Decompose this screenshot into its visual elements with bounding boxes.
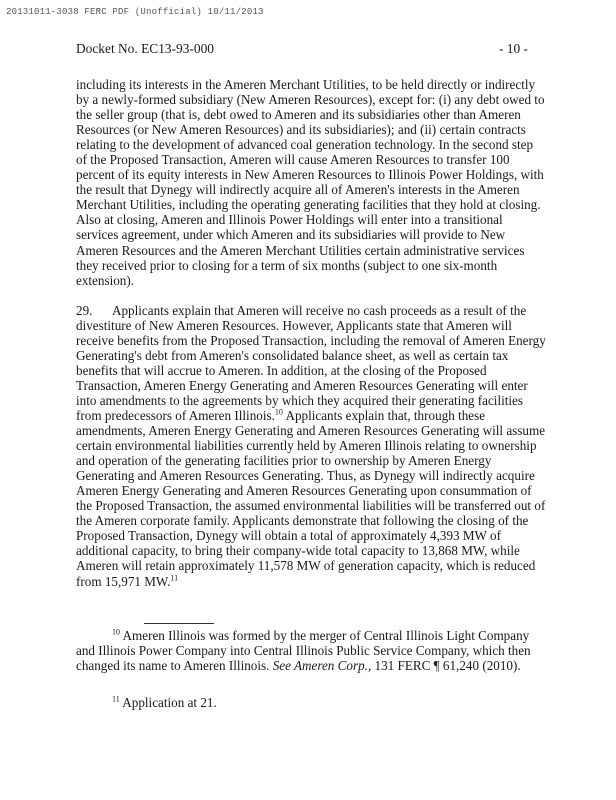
footnote-citation-italic: See Ameren Corp. <box>272 658 368 674</box>
paragraph-number: 29. <box>76 302 93 318</box>
footnote-text: Application at 21. <box>119 695 217 711</box>
paragraph-29 <box>76 303 546 589</box>
footnote-text: Ameren Illinois was formed by the merger of Central Illinois Light Company and Illinois Power Company into Central Illinois Public Service Company, which then changed its name to Ameren Illinois. <box>76 628 531 674</box>
docket-number: Docket No. EC13-93-000 <box>76 41 214 56</box>
footnote-11 <box>76 695 546 710</box>
footnote-citation: , 131 FERC ¶ 61,240 (2010). <box>367 658 521 674</box>
paragraph-text-part-a: Applicants explain that Ameren will receive no cash proceeds as a result of the divestiture of New Ameren Resources. However, Applicants state that Ameren will receive benefits from the Proposed Transaction, including the removal of Ameren Energy Generating's debt from Ameren's consolidated balance sheet, as well as certain tax benefits that will accrue to Ameren. In addition, at the closing of the Proposed Transaction, Ameren Energy Generating and Ameren Resources Generating will enter into amendments to the agreements by which they acquired their generating facilities from predecessors of Ameren Illinois. <box>76 302 546 423</box>
footnote-marker: 11 <box>112 694 120 704</box>
footnote-ref-10[interactable]: 10 <box>274 407 283 417</box>
footnote-marker: 10 <box>112 627 120 637</box>
paragraph-continued <box>76 77 546 288</box>
filing-stamp: 20131011-3038 FERC PDF (Unofficial) 10/11/2013 <box>6 7 264 17</box>
page-number: - 10 - <box>498 41 528 56</box>
footnote-ref-11[interactable]: 11 <box>170 573 179 583</box>
footnote-separator <box>144 623 214 624</box>
paragraph-text: including its interests in the Ameren Merchant Utilities, to be held directly or indirectly by a newly-formed subsidiary (New Ameren Resources), except for: (i) any debt owed to the seller group (that is, debt owed to Ameren and its subsidiaries other than Ameren Resources (or New Ameren Resources) and its subsidiaries); and (ii) certain contracts relating to the development of advanced coal generation technology. In the second step of the Proposed Transaction, Ameren will cause Ameren Resources to transfer 100 percent of its equity interests in New Ameren Resources to Illinois Power Holdings, with the result that Dynegy will indirectly acquire all of Ameren's interests in the Ameren Merchant Utilities, including the operating generating facilities that they hold at closing. Also at closing, Ameren and Illinois Power Holdings will enter into a transitional services agreement, under which Ameren and its subsidiaries will provide to New Ameren Resources and the Ameren Merchant Utilities certain administrative services they received prior to closing for a term of six months (subject to one six-month extension). <box>76 77 545 288</box>
footnote-10 <box>76 628 546 673</box>
paragraph-text-part-b: Applicants explain that, through these amendments, Ameren Energy Generating and Ameren Resources Generating will assume certain environmental liabilities currently held by Ameren Illinois relating to ownership and operation of the generating facilities prior to ownership by Ameren Energy Generating and Ameren Resources Generating. Thus, as Dynegy will indirectly acquire Ameren Energy Generating and Ameren Resources Generating upon consummation of the Proposed Transaction, the assumed environmental liabilities will be transferred out of the Ameren corporate family. Applicants demonstrate that following the closing of the Proposed Transaction, Dynegy will obtain a total of approximately 4,393 MW of additional capacity, to bring their company-wide total capacity to 13,868 MW, while Ameren will retain approximately 11,578 MW of generation capacity, which is reduced from 15,971 MW. <box>76 407 546 589</box>
footnotes <box>76 628 546 710</box>
document-body <box>76 77 546 589</box>
